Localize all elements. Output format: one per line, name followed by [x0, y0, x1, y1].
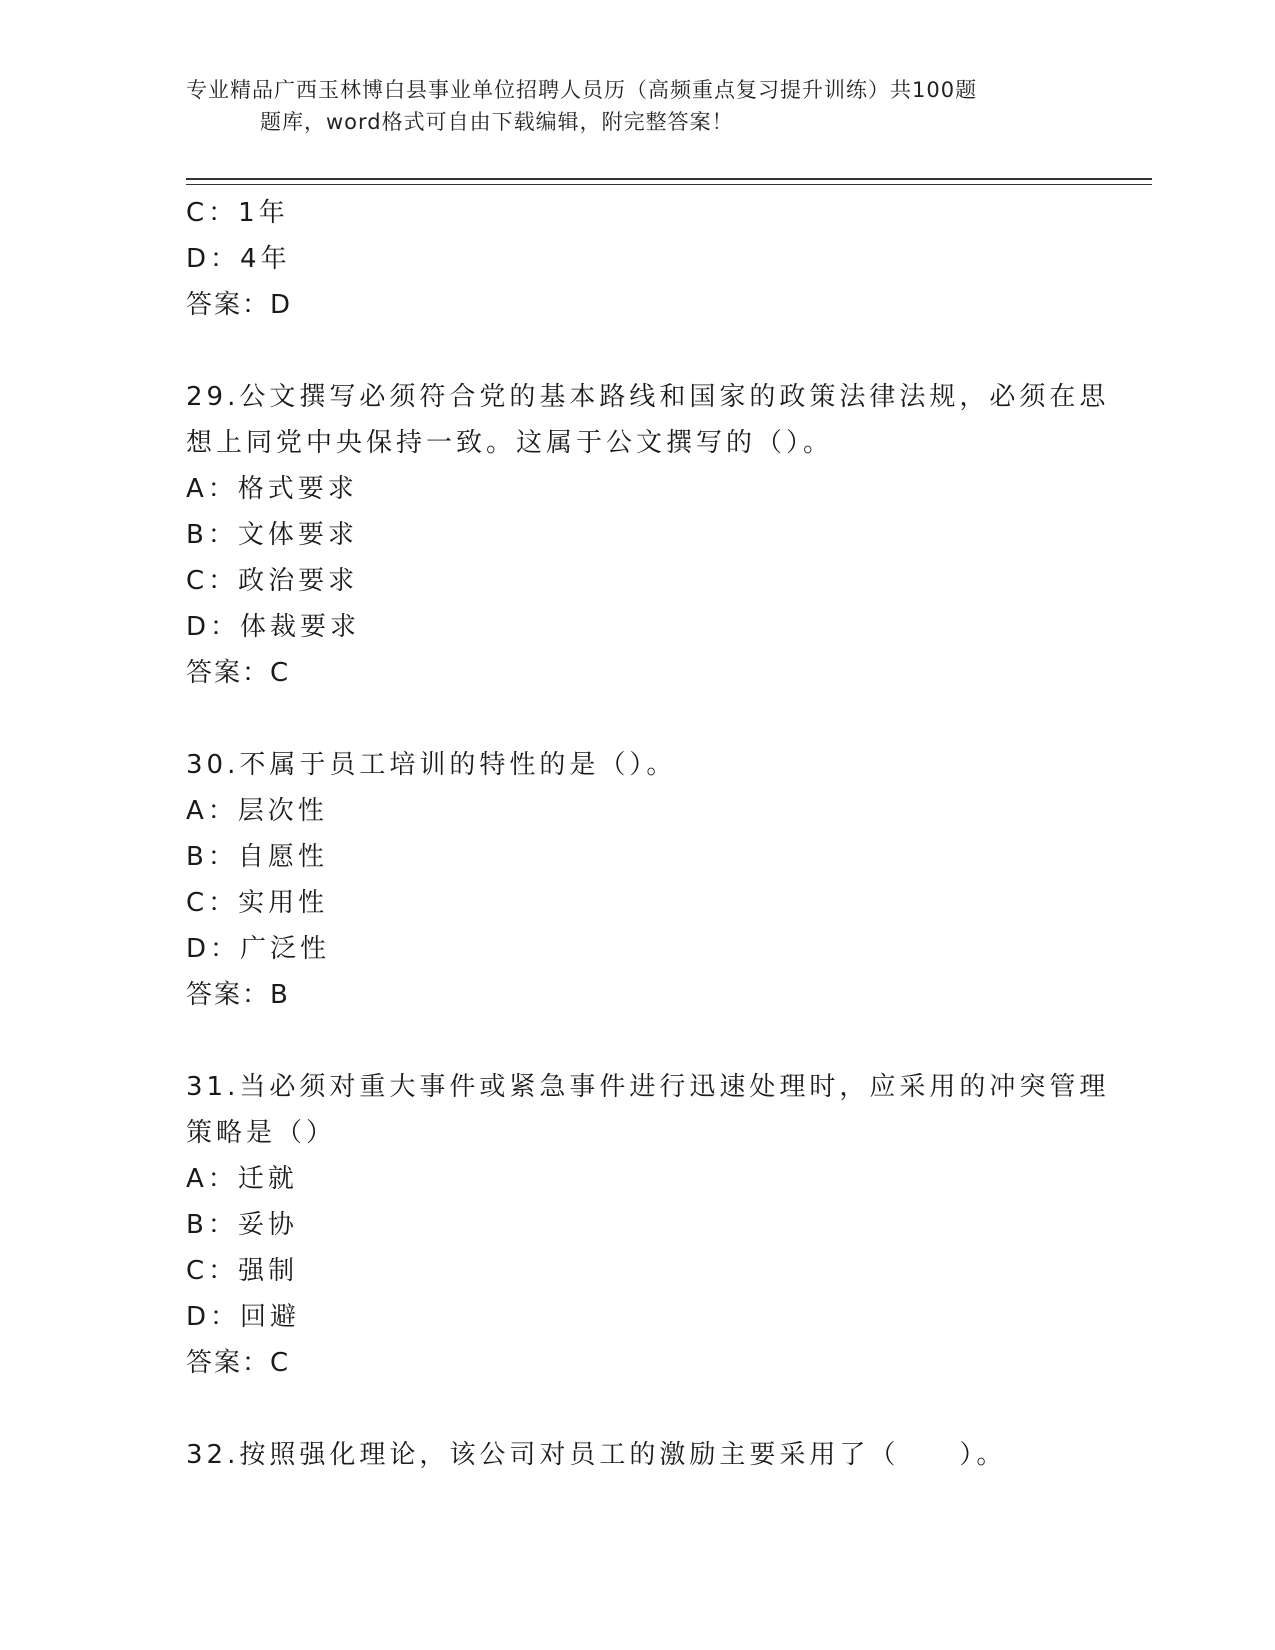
answer-line: 答案：C	[186, 658, 291, 688]
option-line: B：自愿性	[186, 842, 328, 872]
document-header	[186, 74, 1086, 138]
answer-line: 答案：B	[186, 980, 290, 1010]
option-line: B：妥协	[186, 1210, 298, 1240]
answer-line: 答案：C	[186, 1348, 291, 1378]
option-line: C：实用性	[186, 888, 329, 918]
option-line: A：层次性	[186, 796, 328, 826]
question-stem: 策略是（）	[186, 1118, 337, 1148]
option-line: C：强制	[186, 1256, 299, 1286]
document-body	[186, 190, 1110, 1478]
answer-line: 答案：D	[186, 290, 293, 320]
question-stem: 想上同党中央保持一致。这属于公文撰写的（）。	[186, 428, 834, 458]
header-line-1: 专业精品广西玉林博白县事业单位招聘人员历（高频重点复习提升训练）共100题	[186, 78, 978, 102]
question-stem: 30.不属于员工培训的特性的是（）。	[186, 750, 677, 780]
header-rule-thin	[186, 184, 1152, 185]
question-stem: 31.当必须对重大事件或紧急事件进行迅速处理时，应采用的冲突管理	[186, 1072, 1110, 1102]
option-line: C：政治要求	[186, 566, 359, 596]
header-line-2: 题库，word格式可自由下载编辑，附完整答案！	[260, 110, 734, 134]
option-line: C：1年	[186, 198, 289, 228]
option-line: D：回避	[186, 1302, 301, 1332]
question-stem: 32.按照强化理论，该公司对员工的激励主要采用了（ ）。	[186, 1440, 1007, 1470]
question-stem: 29.公文撰写必须符合党的基本路线和国家的政策法律法规，必须在思	[186, 382, 1110, 412]
option-line: D：4年	[186, 244, 291, 274]
option-line: A：格式要求	[186, 474, 358, 504]
header-rule-thick	[186, 178, 1152, 180]
option-line: B：文体要求	[186, 520, 358, 550]
option-line: A：迁就	[186, 1164, 298, 1194]
option-line: D：体裁要求	[186, 612, 361, 642]
option-line: D：广泛性	[186, 934, 331, 964]
